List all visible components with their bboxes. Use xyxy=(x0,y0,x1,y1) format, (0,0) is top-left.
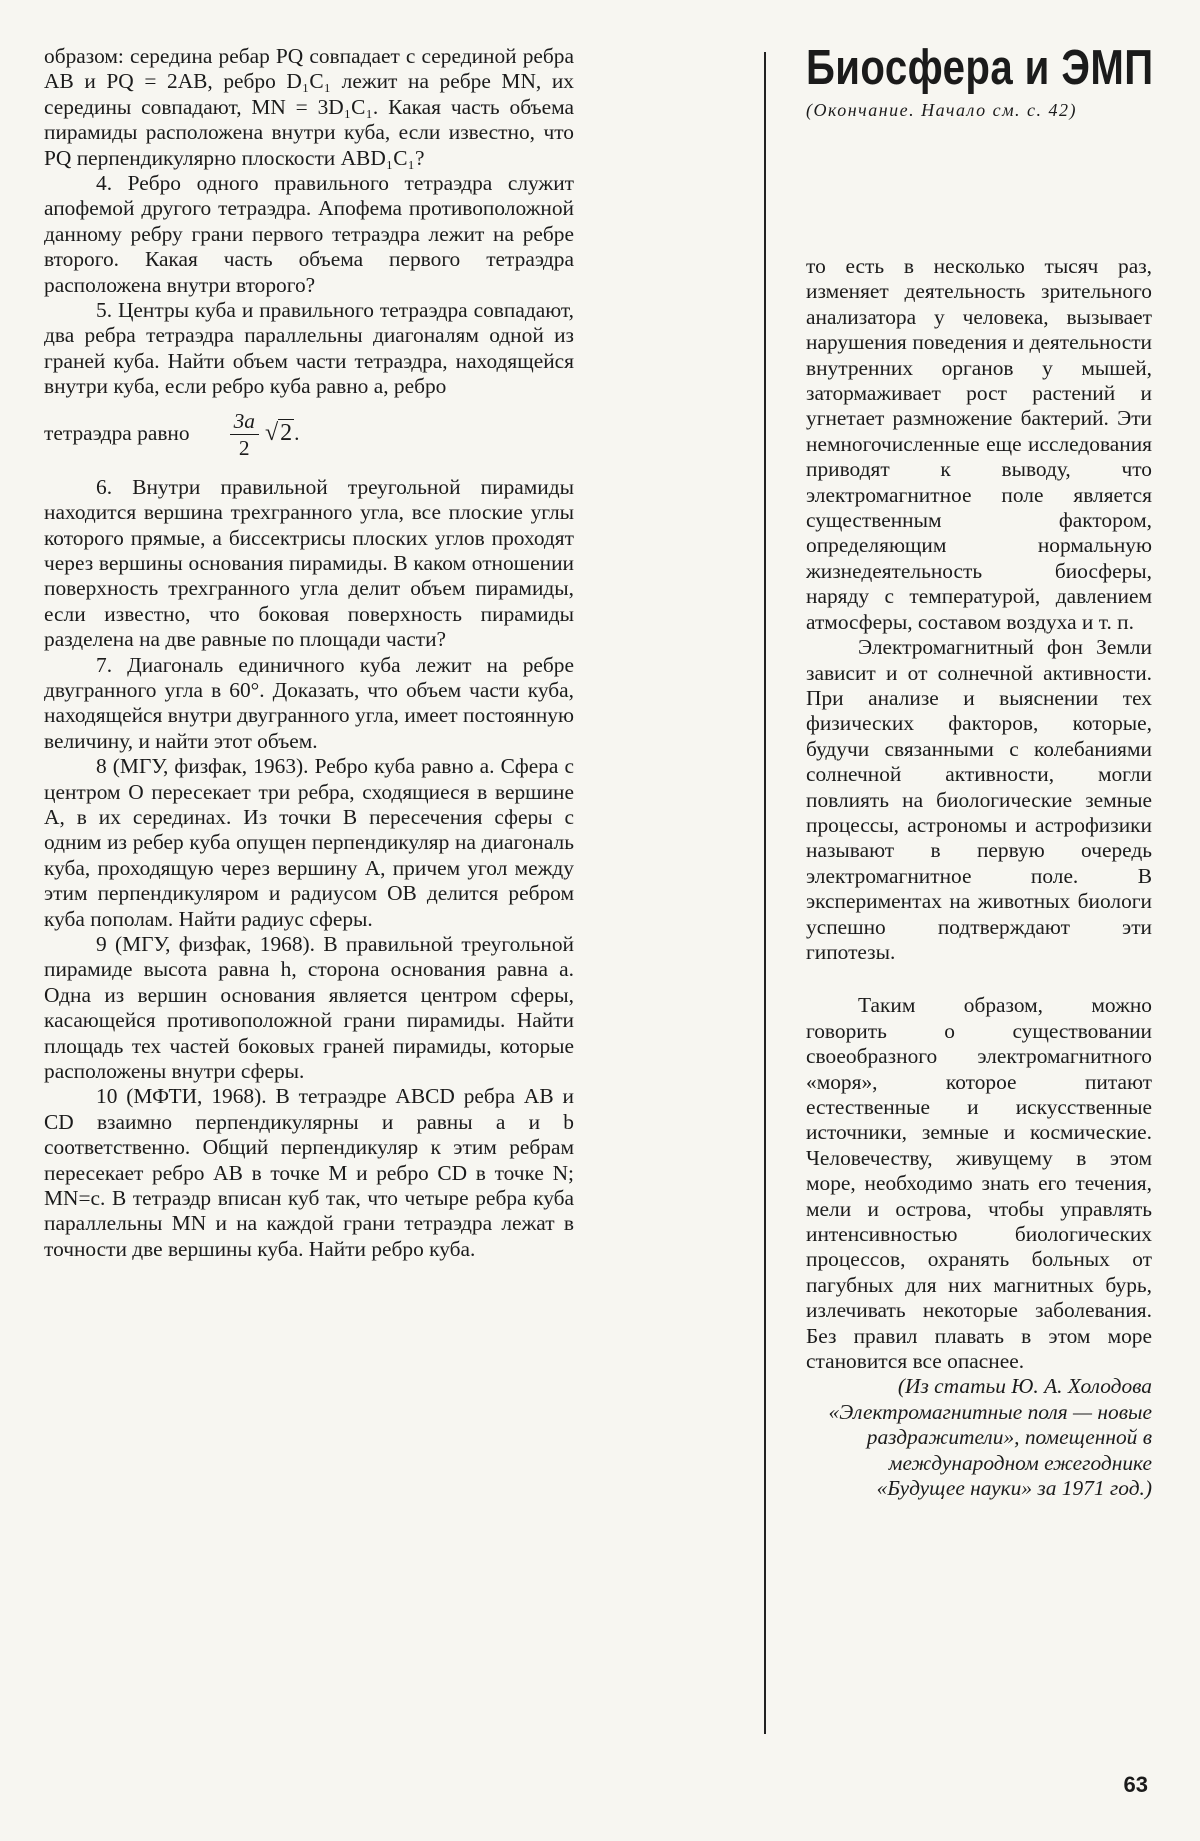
problem-4-paragraph: 4. Ребро одного правильного тетраэдра служит апофемой другого тетраэдра. Апофема противоположной данному ребру грани первого тетраэдра лежит на ребре второго. Какая часть объема первого тетраэдра расположена внутри второго? xyxy=(44,171,574,297)
article-header xyxy=(806,40,1152,121)
article-source: (Из статьи Ю. А. Холодова «Электромагнитные поля — новые раздражители», помещенной в международном ежегоднике «Будущее науки» за 1971 год.) xyxy=(828,1374,1152,1501)
article-title: Биосфера и ЭМП xyxy=(806,41,1154,95)
page-number: 63 xyxy=(1123,1772,1148,1797)
problem-3-end-paragraph: образом: середина ребар PQ совпадает с серединой ребра AB и PQ = 2AB, ребро D₁C₁ лежит на ребре MN, их середины совпадают, MN = 3D₁C₁. Какая часть объема пирамиды расположена внутри куба, если известно, что PQ перпендикулярно плоскости ABD₁C₁? xyxy=(44,44,574,170)
formula-end: . xyxy=(294,421,300,446)
fraction-numerator: 3a xyxy=(230,408,259,435)
problem-5-formula xyxy=(44,408,574,461)
article-body xyxy=(806,254,1152,1502)
fraction xyxy=(230,408,259,461)
problem-8-paragraph: 8 (МГУ, физфак, 1963). Ребро куба равно a. Сфера с центром O пересекает три ребра, сходящиеся в вершине A, в их серединах. Из точки B пересечения сферы с одним из ребер куба опущен перпендикуляр на диагональ куба, проходящую через вершину A, причем угол между этим перпендикуляром и радиусом OB делится ребром куба пополам. Найти радиус сферы. xyxy=(44,754,574,931)
article-subtitle: (Окончание. Начало см. с. 42) xyxy=(806,100,1078,120)
problem-7-paragraph: 7. Диагональ единичного куба лежит на ребре двугранного угла в 60°. Доказать, что объем части куба, находящейся внутри двугранного угла, имеет постоянную величину, и найти этот объем. xyxy=(44,652,574,753)
problem-6-paragraph: 6. Внутри правильной треугольной пирамиды находится вершина трехгранного угла, все плоские углы которого прямые, а биссектрисы плоских углов проходят через вершины основания пирамиды. В каком отношении поверхность трехгранного угла делит объем пирамиды, если известно, что боковая поверхность пирамиды разделена на две равные по площади части? xyxy=(44,474,574,652)
problems-column xyxy=(44,44,574,1262)
square-root: √2 xyxy=(264,420,293,447)
problem-5-paragraph: 5. Центры куба и правильного тетраэдра совпадают, два ребра тетраэдра параллельны диагоналям одной из граней куба. Найти объем части тетраэдра, находящейся внутри куба, если ребро куба равно a, ребро xyxy=(44,298,574,399)
article-paragraph: Электромагнитный фон Земли зависит и от солнечной активности. При анализе и выяснении тех физических факторов, которые, будучи связанными с колебаниями солнечной активности, могли повлиять на биологические земные процессы, астрономы и астрофизики называют в первую очередь электромагнитное поле. В экспериментах на животных биологи успешно подтверждают эти гипотезы. xyxy=(806,635,1152,964)
problem-9-paragraph: 9 (МГУ, физфак, 1968). В правильной треугольной пирамиде высота равна h, сторона основания равна a. Одна из вершин основания является центром сферы, касающейся противоположной грани пирамиды. Найти площадь тех частей боковых граней пирамиды, которые расположены внутри сферы. xyxy=(44,932,574,1084)
fraction-denominator: 2 xyxy=(238,435,250,460)
radicand: 2 xyxy=(280,420,293,447)
problem-10-paragraph: 10 (МФТИ, 1968). В тетраэдре ABCD ребра AB и CD взаимно перпендикулярны и равны a и b соответственно. Общий перпендикуляр к этим ребрам пересекает ребро AB в точке M и ребро CD в точке N; MN=c. В тетраэдр вписан куб так, что четыре ребра куба параллельны MN и на каждой грани тетраэдра лежат в точности две вершины куба. Найти ребро куба. xyxy=(44,1084,574,1261)
column-divider xyxy=(764,52,766,1734)
article-paragraph: Таким образом, можно говорить о существовании своеобразного электромагнитного «моря», которое питают естественные и искусственные источники, земные и космические. Человечеству, живущему в этом море, необходимо знать его течения, мели и острова, чтобы управлять интенсивностью биологических процессов, охранять больных от пагубных для них магнитных бурь, излечивать некоторые заболевания. Без правил плавать в этом море становится все опаснее. xyxy=(806,993,1152,1374)
formula-prefix: тетраэдра равно xyxy=(44,421,190,446)
article-paragraph: то есть в несколько тысяч раз, изменяет деятельность зрительного анализатора у человека, вызывает нарушения поведения и деятельности внутренних органов у мышей, затормаживает рост растений и угнетает размножение бактерий. Эти немногочисленные еще исследования приводят к выводу, что электромагнитное поле является существенным фактором, определяющим нормальную жизнедеятельность биосферы, наряду с температурой, давлением атмосферы, составом воздуха и т. п. xyxy=(806,254,1152,634)
